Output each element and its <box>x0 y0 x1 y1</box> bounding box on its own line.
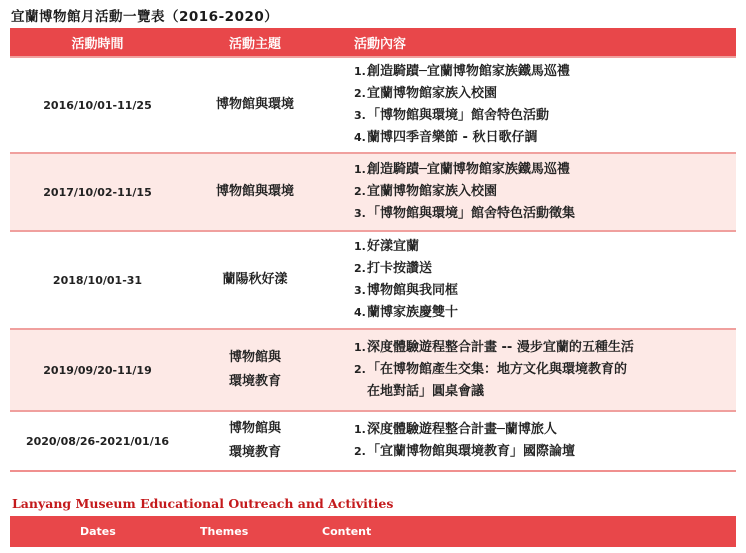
item-number: 2. <box>354 87 366 100</box>
row-date: 2019/09/20-11/19 <box>43 363 152 377</box>
table-row <box>10 152 736 230</box>
header-theme: 活動主題 <box>228 36 281 52</box>
item-number: 2. <box>354 363 366 376</box>
row-theme <box>185 417 325 465</box>
table-row <box>10 230 736 328</box>
row-theme <box>185 346 325 394</box>
item-text: 「宜蘭博物館與環境教育」國際論壇 <box>367 444 576 459</box>
item-text: 深度體驗遊程整合計畫 -- 漫步宜蘭的五種生活 <box>367 340 634 355</box>
header-dates: Dates <box>80 525 116 538</box>
list-item <box>354 337 736 359</box>
activity-table <box>10 28 736 472</box>
item-number: 2. <box>354 262 366 275</box>
row-date: 2018/10/01-31 <box>52 273 143 287</box>
header-date: 活動時間 <box>71 36 124 52</box>
item-text: 蘭博家族慶雙十 <box>367 305 459 320</box>
list-item <box>354 302 736 324</box>
item-number: 2. <box>354 185 366 198</box>
list-item <box>354 258 736 280</box>
list-item <box>354 381 736 403</box>
table-header <box>10 28 736 56</box>
page-title: 宜蘭博物館月活動一覽表（2016-2020） <box>11 9 279 25</box>
list-item <box>354 83 736 105</box>
item-text: 創造騎蹟─宜蘭博物館家族鐵馬巡禮 <box>367 162 570 177</box>
item-number: 1. <box>354 341 366 354</box>
row-theme <box>185 93 325 117</box>
item-text: 蘭博四季音樂節 - 秋日歌仔調 <box>367 130 538 145</box>
item-text: 「在博物館產生交集：地方文化與環境教育的 <box>367 362 628 377</box>
list-item <box>354 181 736 203</box>
item-number: 1. <box>354 163 366 176</box>
list-item <box>354 280 736 302</box>
list-item <box>354 236 736 258</box>
row-content <box>325 236 736 324</box>
item-text: 深度體驗遊程整合計畫─蘭博旅人 <box>367 422 557 437</box>
row-content <box>325 61 736 149</box>
header-themes: Themes <box>200 525 249 538</box>
row-theme <box>185 180 325 204</box>
item-number: 2. <box>354 445 366 458</box>
english-title: Lanyang Museum Educational Outreach and Activities <box>12 496 394 511</box>
row-content <box>325 337 736 403</box>
item-text: 在地對話」圓桌會議 <box>367 384 485 399</box>
header-content: 活動內容 <box>354 36 407 52</box>
item-text: 宜蘭博物館家族入校園 <box>367 86 498 101</box>
row-content <box>325 159 736 225</box>
list-item <box>354 61 736 83</box>
row-date: 2017/10/02-11/15 <box>43 185 152 199</box>
item-text: 「博物館與環境」館舍特色活動 <box>367 108 550 123</box>
table-row <box>10 56 736 152</box>
row-content <box>325 419 736 463</box>
item-number: 3. <box>354 109 366 122</box>
list-item <box>354 105 736 127</box>
theme-line: 環境教育 <box>228 445 281 460</box>
item-number: 4. <box>354 131 366 144</box>
list-item <box>354 127 736 149</box>
item-text: 好漾宜蘭 <box>367 239 420 254</box>
item-text: 宜蘭博物館家族入校園 <box>367 184 498 199</box>
item-number: 3. <box>354 207 366 220</box>
item-number <box>354 381 367 403</box>
theme-line: 博物館與環境 <box>215 184 294 199</box>
list-item <box>354 441 736 463</box>
theme-line: 博物館與 <box>228 350 281 365</box>
row-date: 2020/08/26-2021/01/16 <box>25 434 170 448</box>
item-number: 1. <box>354 240 366 253</box>
theme-line: 博物館與 <box>228 421 281 436</box>
theme-line: 蘭陽秋好漾 <box>222 272 288 287</box>
list-item <box>354 159 736 181</box>
item-number: 4. <box>354 306 366 319</box>
item-text: 博物館與我同框 <box>367 283 459 298</box>
item-text: 打卡按讚送 <box>367 261 433 276</box>
header-content-en: Content <box>322 525 372 538</box>
item-text: 「博物館與環境」館舍特色活動徵集 <box>367 206 576 221</box>
row-date: 2016/10/01-11/25 <box>43 98 152 112</box>
english-table-header <box>10 516 736 547</box>
theme-line: 環境教育 <box>228 374 281 389</box>
list-item <box>354 203 736 225</box>
theme-line: 博物館與環境 <box>215 97 294 112</box>
row-theme <box>185 268 325 292</box>
item-number: 3. <box>354 284 366 297</box>
table-row <box>10 328 736 410</box>
item-number: 1. <box>354 423 366 436</box>
list-item <box>354 419 736 441</box>
list-item <box>354 359 736 381</box>
table-row <box>10 410 736 470</box>
item-text: 創造騎蹟─宜蘭博物館家族鐵馬巡禮 <box>367 64 570 79</box>
item-number: 1. <box>354 65 366 78</box>
